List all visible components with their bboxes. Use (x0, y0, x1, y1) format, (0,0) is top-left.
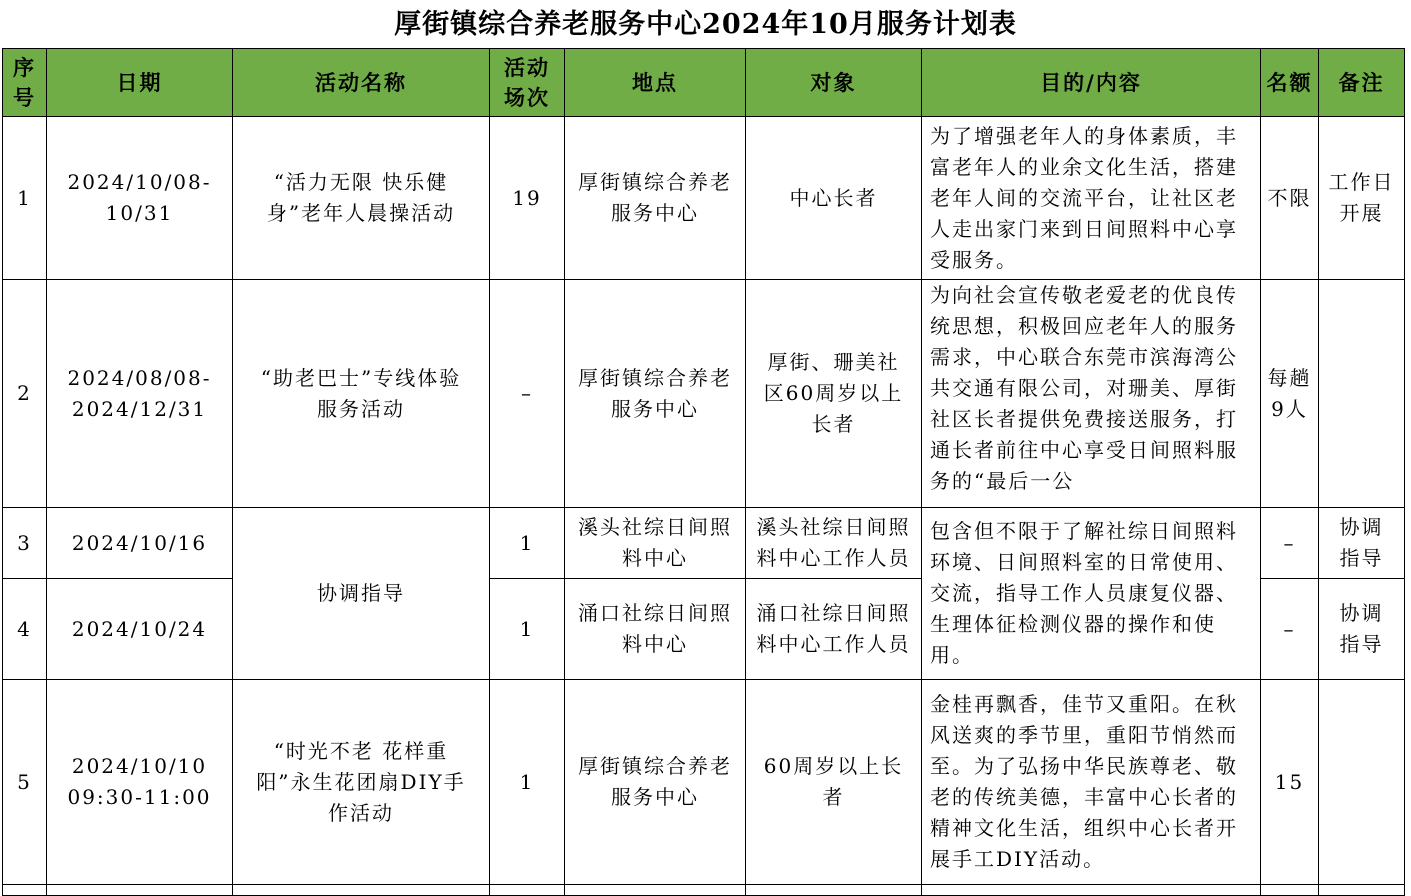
cell-count: 1 (490, 579, 565, 680)
cell-content: 金桂再飘香，佳节又重阳。在秋风送爽的季节里，重阳节悄然而至。为了弘扬中华民族尊老、敬老的传统美德，丰富中心长者的精神文化生活，组织中心长者开展手工DIY活动。 (922, 680, 1261, 885)
cell-date: 2024/10/08-10/31 (47, 117, 233, 280)
service-plan-table (2, 48, 1405, 896)
cell-content: 为向社会宣传敬老爱老的优良传统思想，积极回应老年人的服务需求，中心联合东莞市滨海湾公共交通有限公司，对珊美、厚街社区长者提供免费接送服务，打通长者前往中心享受日间照料服务的“最后一公 (922, 280, 1261, 508)
cell-seq: 4 (3, 579, 47, 680)
cell-count: – (490, 280, 565, 508)
header-count: 活动场次 (490, 49, 565, 117)
cell-seq: 2 (3, 280, 47, 508)
cell-date: 2024/10/10 09:30-11:00 (47, 680, 233, 885)
cell-content: 包含但不限于了解社综日间照料环境、日间照料室的日常使用、交流，指导工作人员康复仪器、生理体征检测仪器的操作和使用。 (922, 508, 1261, 680)
cell-place: 涌口社综日间照料中心 (565, 579, 746, 680)
header-name: 活动名称 (233, 49, 490, 117)
page-title: 厚街镇综合养老服务中心2024年10月服务计划表 (394, 9, 1017, 40)
cell-place: 溪头社综日间照料中心 (565, 508, 746, 579)
cell-date: 2024/10/24 (47, 579, 233, 680)
cell-target: 60周岁以上长者 (746, 680, 922, 885)
table-row (3, 280, 1405, 508)
cell-date: 2024/08/08-2024/12/31 (47, 280, 233, 508)
cell-remark: 协调指导 (1319, 508, 1405, 579)
cell-target: 厚街、珊美社区60周岁以上长者 (746, 280, 922, 508)
header-date: 日期 (47, 49, 233, 117)
header-remark: 备注 (1319, 49, 1405, 117)
cell-remark: 工作日开展 (1319, 117, 1405, 280)
cell-seq: 3 (3, 508, 47, 579)
cell-quota: – (1261, 508, 1319, 579)
cell-name: “助老巴士”专线体验服务活动 (233, 280, 490, 508)
cell-target: 溪头社综日间照料中心工作人员 (746, 508, 922, 579)
cell-remark (1319, 280, 1405, 508)
header-row (3, 49, 1405, 117)
cell-name: “活力无限 快乐健身”老年人晨操活动 (233, 117, 490, 280)
cell-date: 2024/10/16 (47, 508, 233, 579)
table-row (3, 508, 1405, 579)
cell-seq: 5 (3, 680, 47, 885)
cell-place: 厚街镇综合养老服务中心 (565, 280, 746, 508)
cell-seq: 1 (3, 117, 47, 280)
cell-count: 19 (490, 117, 565, 280)
cell-quota: 不限 (1261, 117, 1319, 280)
cell-target: 涌口社综日间照料中心工作人员 (746, 579, 922, 680)
cell-remark: 协调指导 (1319, 579, 1405, 680)
header-seq: 序号 (3, 49, 47, 117)
cell-content: 为了增强老年人的身体素质，丰富老年人的业余文化生活，搭建老年人间的交流平台，让社区老人走出家门来到日间照料中心享受服务。 (922, 117, 1261, 280)
header-content: 目的/内容 (922, 49, 1261, 117)
header-target: 对象 (746, 49, 922, 117)
header-place: 地点 (565, 49, 746, 117)
cell-count: 1 (490, 508, 565, 579)
table-row (3, 680, 1405, 885)
cell-count: 1 (490, 680, 565, 885)
cell-name: “时光不老 花样重阳”永生花团扇DIY手作活动 (233, 680, 490, 885)
header-quota: 名额 (1261, 49, 1319, 117)
cell-quota: – (1261, 579, 1319, 680)
cell-quota: 每趟9人 (1261, 280, 1319, 508)
cell-place: 厚街镇综合养老服务中心 (565, 117, 746, 280)
cell-target: 中心长者 (746, 117, 922, 280)
cell-quota: 15 (1261, 680, 1319, 885)
cell-remark (1319, 680, 1405, 885)
table-row-partial (3, 885, 1405, 896)
table-row (3, 117, 1405, 280)
cell-place: 厚街镇综合养老服务中心 (565, 680, 746, 885)
cell-name: 协调指导 (233, 508, 490, 680)
